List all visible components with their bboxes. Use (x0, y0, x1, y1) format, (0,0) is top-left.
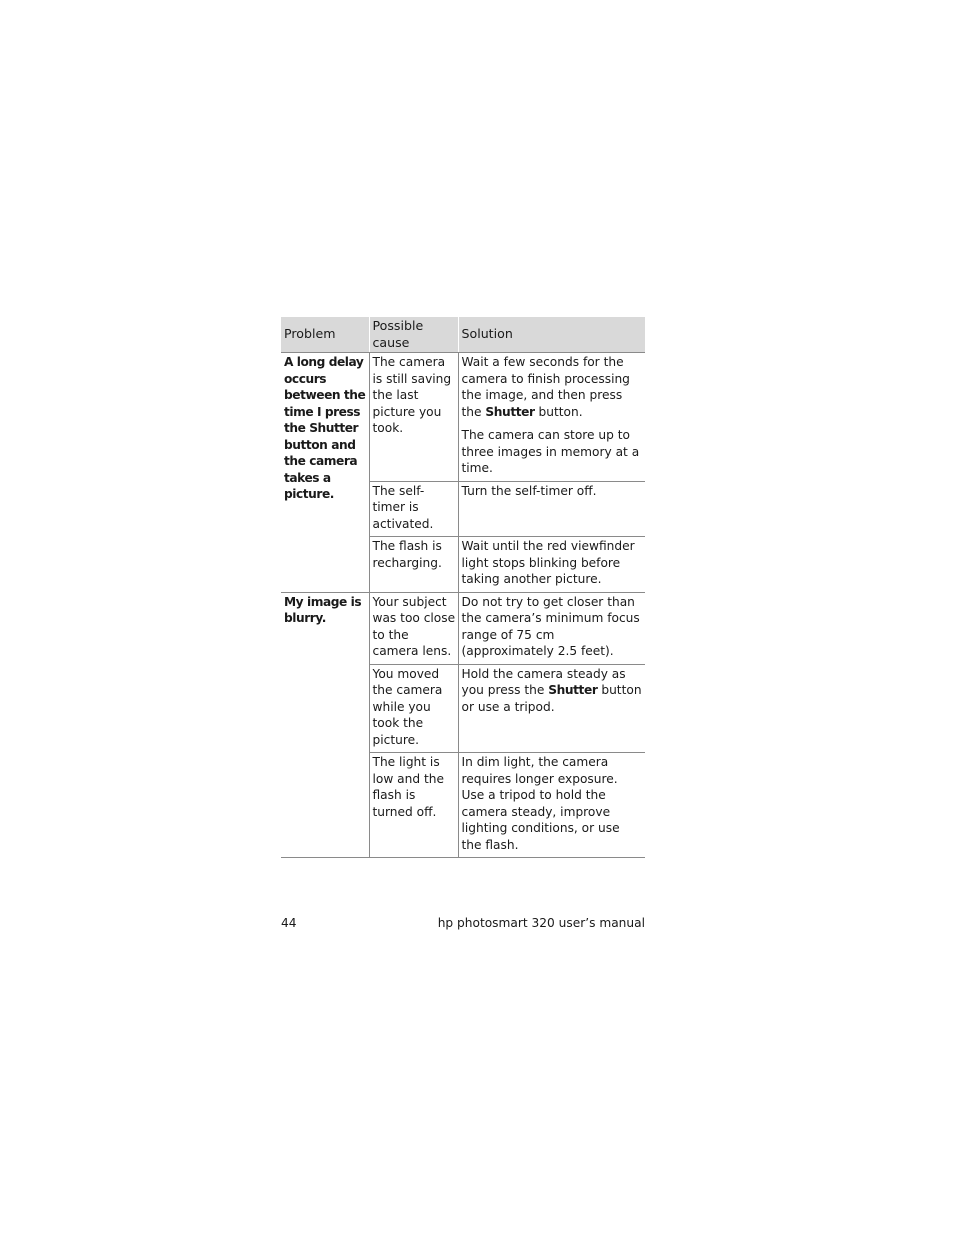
solution-text: Do not try to get closer than the camera’s minimum focus range of 75 cm (approximately 2.5 feet). (461, 594, 640, 658)
header-solution: Solution (458, 317, 645, 353)
table-row (281, 353, 645, 482)
solution-paragraph (462, 483, 644, 500)
solution-paragraph (462, 754, 644, 853)
solution-cell (458, 353, 645, 482)
solution-text: Wait a few seconds for the camera to finish processing the image, and then press the (461, 355, 630, 419)
manual-title: hp photosmart 320 user’s manual (437, 916, 645, 930)
solution-text: In dim light, the camera requires longer exposure. Use a tripod to hold the camera steady, improve lighting conditions, or use the flash. (461, 755, 620, 852)
solution-text: Turn the self-timer off. (461, 483, 597, 498)
header-problem: Problem (281, 317, 369, 353)
header-possible-cause: Possible cause (369, 317, 458, 353)
solution-text: button. (534, 404, 583, 419)
cause-cell: The self-timer is activated. (369, 481, 458, 537)
solution-text: The camera can store up to three images in memory at a time. (461, 428, 640, 475)
solution-cell (458, 664, 645, 753)
solution-text: Hold the camera steady as you press the (461, 666, 626, 697)
problem-cell: My image is blurry. (281, 592, 369, 858)
shutter-button-label: Shutter (548, 683, 598, 697)
problem-cell: A long delay occurs between the time I press the Shutter button and the camera takes a picture. (281, 353, 369, 593)
solution-paragraph (462, 427, 644, 477)
solution-cell (458, 592, 645, 664)
page-number: 44 (281, 916, 297, 930)
table-row (281, 592, 645, 664)
cause-cell: The flash is recharging. (369, 537, 458, 593)
solution-paragraph (462, 666, 644, 716)
solution-cell (458, 753, 645, 858)
cause-cell: You moved the camera while you took the picture. (369, 664, 458, 753)
cause-cell: The light is low and the flash is turned off. (369, 753, 458, 858)
solution-paragraph (462, 538, 644, 588)
table-header-row (281, 317, 645, 353)
troubleshooting-table (281, 317, 645, 858)
cause-cell: The camera is still saving the last picture you took. (369, 353, 458, 482)
solution-paragraph (462, 354, 644, 420)
solution-cell (458, 537, 645, 593)
cause-cell: Your subject was too close to the camera lens. (369, 592, 458, 664)
shutter-button-label: Shutter (485, 404, 535, 419)
solution-cell (458, 481, 645, 537)
solution-paragraph (462, 594, 644, 660)
solution-text: button or use a tripod. (461, 683, 642, 714)
solution-text: Wait until the red viewfinder light stops blinking before taking another picture. (461, 539, 635, 586)
